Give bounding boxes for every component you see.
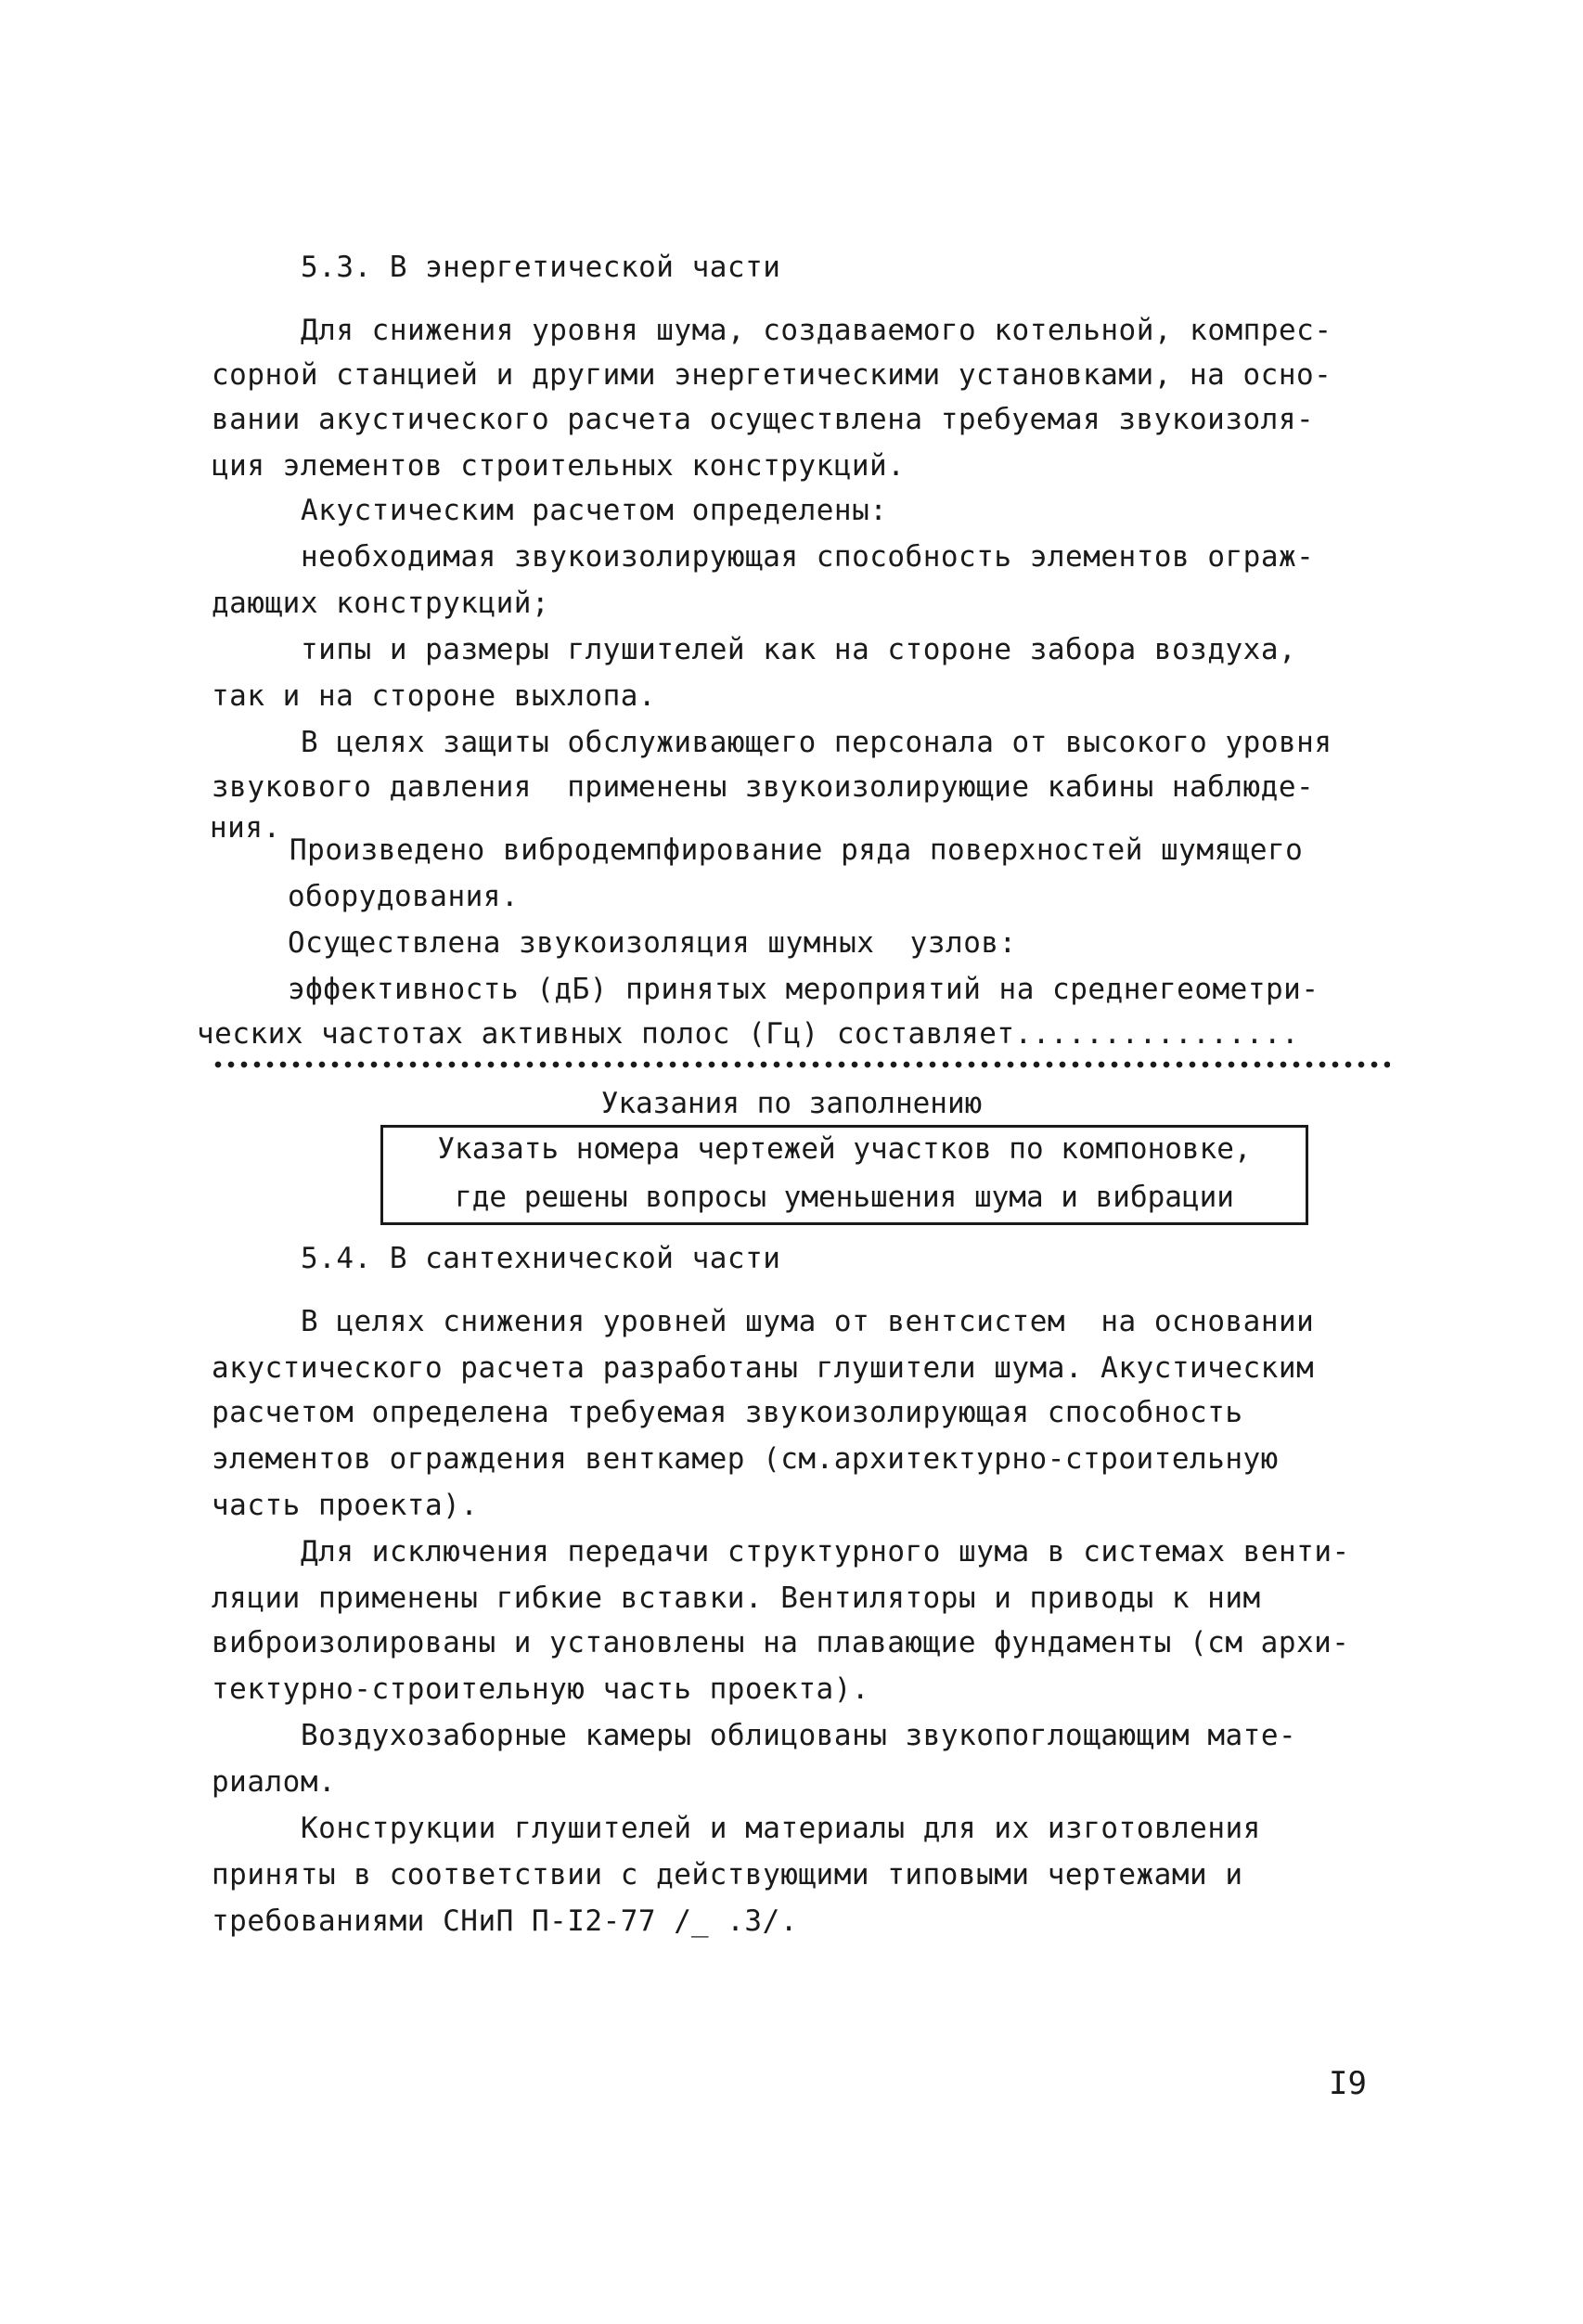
paragraph-line: ния. [210, 811, 281, 845]
paragraph-line: расчетом определена требуемая звукоизолирующая способность [212, 1396, 1243, 1429]
paragraph-line: виброизолированы и установлены на плавающие фундаменты (см архи- [212, 1626, 1350, 1659]
paragraph-line: так и на стороне выхлопа. [212, 679, 657, 713]
section-heading: 5.4. В сантехнической части [301, 1242, 781, 1275]
paragraph-line: часть проекта). [212, 1489, 479, 1522]
paragraph-line: ция элементов строительных конструкций. [212, 449, 906, 483]
paragraph-line: приняты в соответствии с действующими типовыми чертежами и [212, 1858, 1243, 1891]
section-heading: 5.3. В энергетической части [301, 251, 781, 284]
paragraph-line: Акустическим расчетом определены: [301, 494, 888, 527]
paragraph-line: требованиями СНиП П-I2-77 /̲ .3/. [212, 1904, 798, 1938]
paragraph-line: ческих частотах активных полос (Гц) составляет................ [197, 1017, 1300, 1051]
page-number: I9 [1329, 2065, 1367, 2102]
paragraph-line: тектурно-строительную часть проекта). [212, 1672, 870, 1706]
paragraph-line: элементов ограждения венткамер (см.архитектурно-строительную [212, 1442, 1279, 1476]
instructions-line: где решены вопросы уменьшения шума и вибрации [455, 1181, 1234, 1214]
paragraph-line: ляции применены гибкие вставки. Вентиляторы и приводы к ним [212, 1582, 1261, 1615]
paragraph-line: Конструкции глушителей и материалы для их изготовления [301, 1812, 1261, 1845]
paragraph-line: Для снижения уровня шума, создаваемого котельной, компрес- [301, 314, 1332, 347]
instructions-title: Указания по заполнению [600, 1087, 983, 1120]
paragraph-line: Для исключения передачи структурного шума в системах венти- [301, 1535, 1350, 1569]
paragraph-line: В целях защиты обслуживающего персонала от высокого уровня [301, 726, 1332, 759]
paragraph-line: акустического расчета разработаны глушители шума. Акустическим [212, 1351, 1315, 1385]
paragraph-line: В целях снижения уровней шума от вентсистем на основании [301, 1305, 1315, 1338]
dotted-separator [212, 1060, 1390, 1069]
paragraph-line: эффективность (дБ) принятых мероприятий на среднегеометри- [288, 973, 1319, 1006]
paragraph-line: звукового давления применены звукоизолирующие кабины наблюде- [212, 770, 1315, 804]
paragraph-line: необходимая звукоизолирующая способность элементов ограж- [301, 540, 1315, 574]
instructions-line: Указать номера чертежей участков по компоновке, [437, 1132, 1252, 1166]
paragraph-line: сорной станцией и другими энергетическими установками, на осно- [212, 358, 1332, 392]
paragraph-line: оборудования. [288, 880, 520, 913]
paragraph-line: Воздухозаборные камеры облицованы звукопоглощающим мате- [301, 1719, 1297, 1752]
paragraph-line: Произведено вибродемпфирование ряда поверхностей шумящего [290, 833, 1304, 867]
paragraph-line: дающих конструкций; [212, 587, 550, 620]
paragraph-line: Осуществлена звукоизоляция шумных узлов: [288, 926, 1017, 960]
paragraph-line: типы и размеры глушителей как на стороне забора воздуха, [301, 633, 1297, 666]
paragraph-line: вании акустического расчета осуществлена требуемая звукоизоля- [212, 403, 1315, 436]
paragraph-line: риалом. [212, 1765, 337, 1799]
